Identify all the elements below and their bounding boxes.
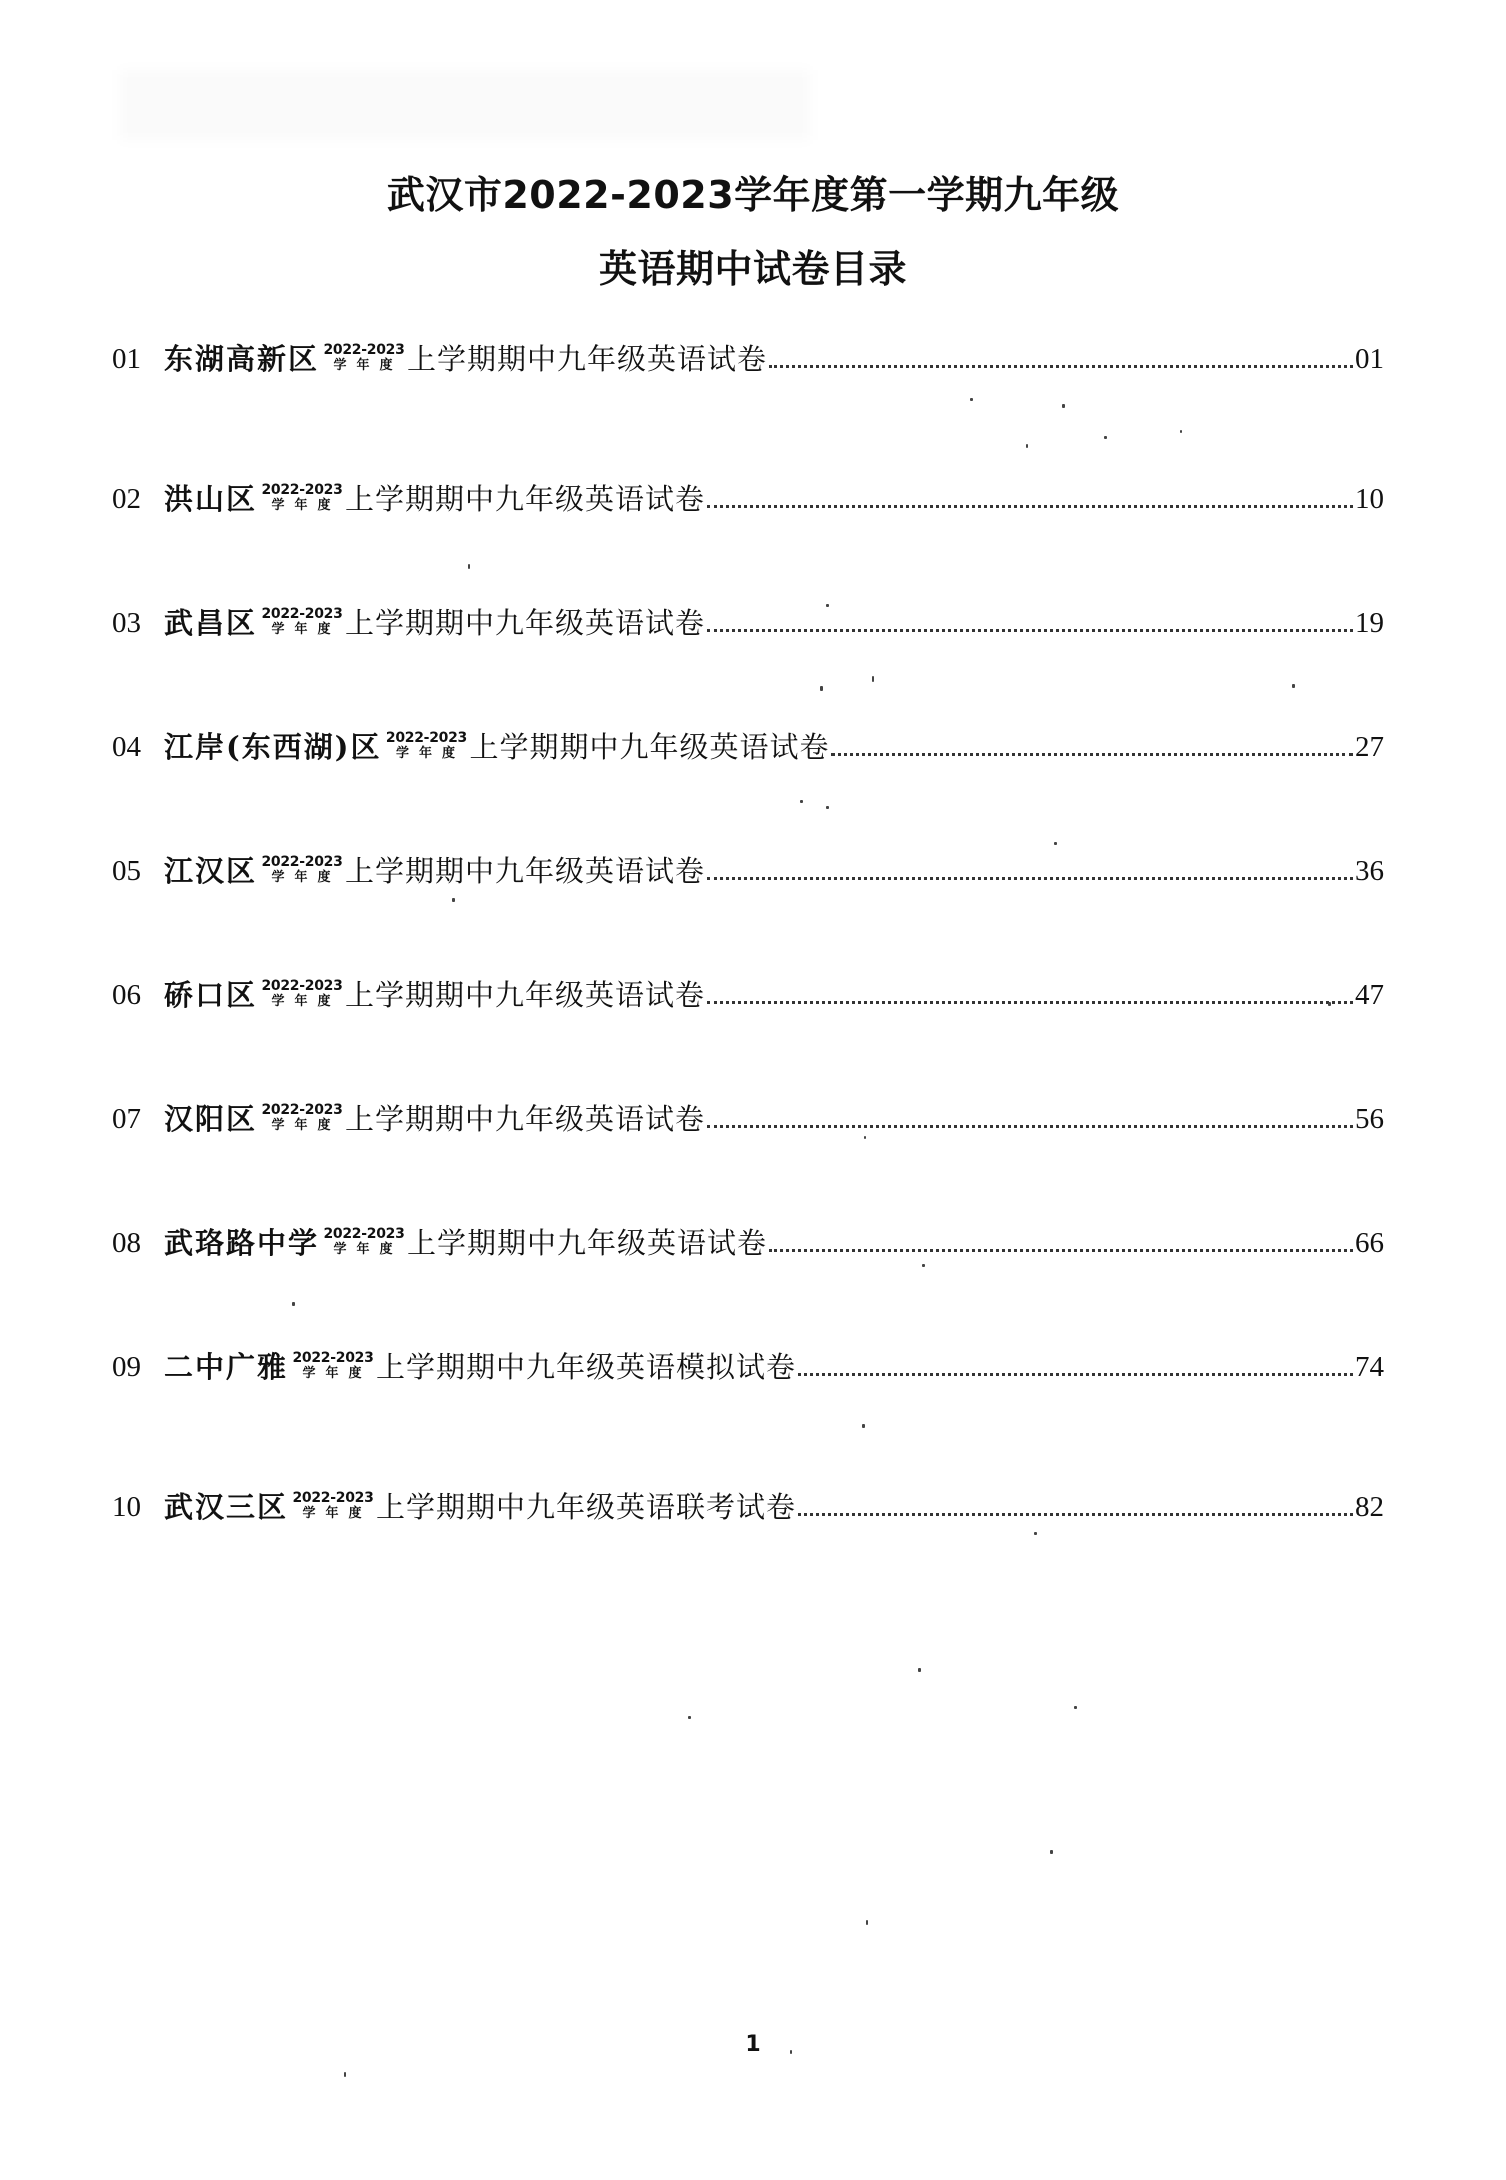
- table-of-contents: [112, 0, 1384, 2180]
- scan-speck: [800, 800, 803, 803]
- school-year-suffix: 学年度: [271, 870, 341, 885]
- toc-entry[interactable]: [112, 1474, 1384, 1522]
- school-year: 2022-2023: [261, 482, 343, 498]
- school-year-suffix: 学年度: [333, 1242, 403, 1257]
- scan-speck: [1034, 1532, 1037, 1535]
- entry-description: 上学期期中九年级英语试卷: [345, 606, 706, 640]
- entry-district: 武昌区: [164, 606, 258, 640]
- dot-leader: [798, 1512, 1353, 1516]
- scan-speck: [826, 604, 829, 607]
- entry-district: 洪山区: [164, 482, 258, 516]
- scan-speck: [344, 2072, 346, 2077]
- toc-entry[interactable]: [112, 1334, 1384, 1382]
- entry-number: 01: [112, 343, 141, 375]
- entry-district: 武汉三区: [164, 1490, 289, 1524]
- scan-speck: [826, 806, 829, 809]
- school-year: 2022-2023: [292, 1350, 374, 1366]
- scan-speck: [864, 1136, 866, 1139]
- entry-page-number: 47: [1355, 979, 1384, 1011]
- entry-district: 江岸(东西湖)区: [164, 730, 382, 764]
- entry-district: 汉阳区: [164, 1102, 258, 1136]
- entry-district: 东湖高新区: [164, 342, 320, 376]
- document-subtitle: 英语期中试卷目录: [598, 247, 907, 291]
- entry-number: 03: [112, 607, 141, 639]
- entry-number: 09: [112, 1351, 141, 1383]
- entry-description: 上学期期中九年级英语试卷: [345, 978, 706, 1012]
- school-year-suffix: 学年度: [271, 994, 341, 1009]
- school-year-suffix: 学年度: [333, 358, 403, 373]
- scan-speck: [688, 1716, 691, 1719]
- toc-entry[interactable]: [112, 326, 1384, 374]
- scan-speck: [1054, 842, 1057, 845]
- entry-number: 08: [112, 1227, 141, 1259]
- scan-speck: [866, 1920, 868, 1925]
- school-year-suffix: 学年度: [395, 746, 465, 761]
- entry-number: 04: [112, 731, 141, 763]
- school-year-label: [261, 594, 343, 638]
- entry-description: 上学期期中九年级英语试卷: [407, 1226, 768, 1260]
- scan-speck: [1180, 430, 1182, 433]
- dot-leader: [769, 1248, 1353, 1252]
- entry-page-number: 01: [1355, 343, 1384, 375]
- entry-number: 06: [112, 979, 141, 1011]
- school-year-label: [261, 842, 343, 886]
- school-year-suffix: 学年度: [271, 1118, 341, 1133]
- entry-page-number: 66: [1355, 1227, 1384, 1259]
- dot-leader: [769, 364, 1353, 368]
- entry-description: 上学期期中九年级英语联考试卷: [376, 1490, 797, 1524]
- toc-entry[interactable]: [112, 1210, 1384, 1258]
- entry-district: 江汉区: [164, 854, 258, 888]
- entry-page-number: 10: [1355, 483, 1384, 515]
- school-year: 2022-2023: [385, 730, 467, 746]
- scan-speck: [1328, 1002, 1331, 1006]
- entry-page-number: 36: [1355, 855, 1384, 887]
- school-year-suffix: 学年度: [271, 498, 341, 513]
- school-year-label: [261, 470, 343, 514]
- entry-number: 07: [112, 1103, 141, 1135]
- dot-leader: [707, 876, 1353, 880]
- entry-district: 武珞路中学: [164, 1226, 320, 1260]
- scan-speck: [1050, 1850, 1053, 1854]
- dot-leader: [707, 628, 1353, 632]
- scan-speck: [872, 676, 874, 682]
- dot-leader: [707, 1000, 1353, 1004]
- school-year-suffix: 学年度: [271, 622, 341, 637]
- toc-entry[interactable]: [112, 838, 1384, 886]
- scan-speck: [1026, 444, 1028, 448]
- entry-number: 05: [112, 855, 141, 887]
- dot-leader: [707, 1124, 1353, 1128]
- school-year: 2022-2023: [261, 978, 343, 994]
- toc-entry[interactable]: [112, 1086, 1384, 1134]
- document-title: 武汉市2022-2023学年度第一学期九年级: [386, 173, 1120, 217]
- scan-speck: [452, 898, 455, 902]
- entry-page-number: 27: [1355, 731, 1384, 763]
- scan-speck: [918, 1668, 921, 1672]
- dot-leader: [707, 504, 1353, 508]
- scan-speck: [922, 1264, 925, 1267]
- toc-entry[interactable]: [112, 590, 1384, 638]
- entry-description: 上学期期中九年级英语试卷: [345, 1102, 706, 1136]
- entry-page-number: 82: [1355, 1491, 1384, 1523]
- page-number: 1: [745, 2032, 761, 2057]
- school-year: 2022-2023: [261, 606, 343, 622]
- school-year-label: [323, 330, 405, 374]
- entry-district: 二中广雅: [164, 1350, 289, 1384]
- school-year: 2022-2023: [323, 342, 405, 358]
- school-year: 2022-2023: [292, 1490, 374, 1506]
- school-year-label: [385, 718, 467, 762]
- entry-description: 上学期期中九年级英语试卷: [469, 730, 830, 764]
- scan-speck: [1292, 684, 1295, 688]
- school-year-label: [261, 966, 343, 1010]
- toc-entry[interactable]: [112, 466, 1384, 514]
- scan-speck: [970, 398, 973, 401]
- entry-page-number: 19: [1355, 607, 1384, 639]
- school-year-suffix: 学年度: [302, 1506, 372, 1521]
- entry-number: 02: [112, 483, 141, 515]
- scan-speck: [820, 686, 823, 691]
- school-year-label: [292, 1338, 374, 1382]
- school-year-suffix: 学年度: [302, 1366, 372, 1381]
- scan-speck: [292, 1302, 295, 1306]
- entry-number: 10: [112, 1491, 141, 1523]
- scan-speck: [1074, 1706, 1077, 1709]
- entry-description: 上学期期中九年级英语试卷: [407, 342, 768, 376]
- toc-entry[interactable]: [112, 962, 1384, 1010]
- entry-page-number: 74: [1355, 1351, 1384, 1383]
- scan-speck: [862, 1424, 865, 1428]
- dot-leader: [798, 1372, 1353, 1376]
- scan-speck: [468, 564, 470, 569]
- scan-speck: [1104, 436, 1107, 439]
- scan-speck: [1062, 404, 1065, 408]
- entry-description: 上学期期中九年级英语试卷: [345, 854, 706, 888]
- school-year-label: [323, 1214, 405, 1258]
- dot-leader: [831, 752, 1353, 756]
- toc-entry[interactable]: [112, 714, 1384, 762]
- school-year: 2022-2023: [261, 854, 343, 870]
- school-year: 2022-2023: [261, 1102, 343, 1118]
- entry-description: 上学期期中九年级英语模拟试卷: [376, 1350, 797, 1384]
- school-year: 2022-2023: [323, 1226, 405, 1242]
- entry-page-number: 56: [1355, 1103, 1384, 1135]
- school-year-label: [261, 1090, 343, 1134]
- entry-district: 硚口区: [164, 978, 258, 1012]
- entry-description: 上学期期中九年级英语试卷: [345, 482, 706, 516]
- school-year-label: [292, 1478, 374, 1522]
